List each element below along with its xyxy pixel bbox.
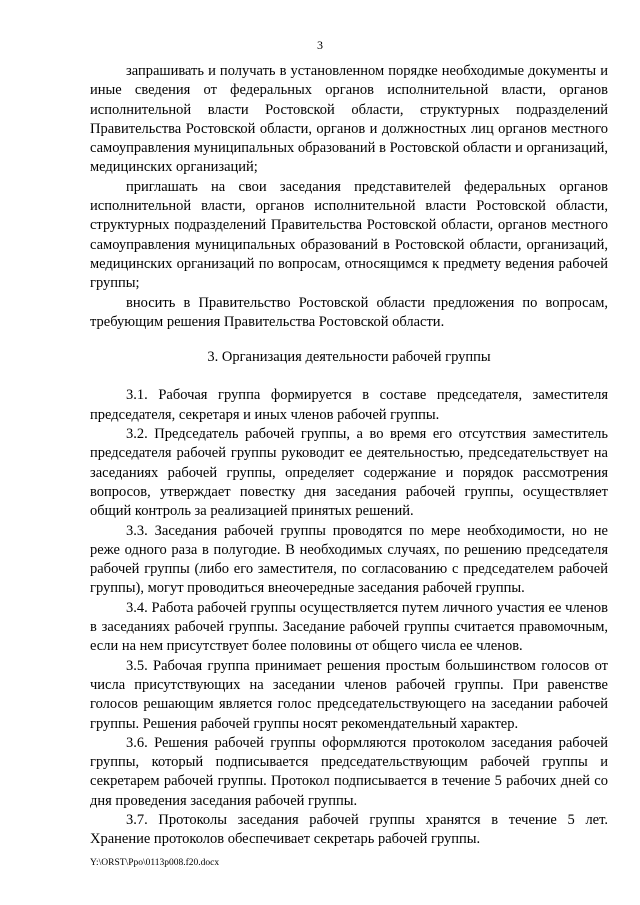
- paragraph-submit-proposals: вносить в Правительство Ростовской области предложения по вопросам, требующим решения Правительства Ростовской области.: [90, 294, 608, 330]
- page-number: 3: [317, 38, 323, 52]
- paragraph-request-documents: запрашивать и получать в установленном порядке необходимые документы и иные сведения от федеральных органов исполнительной власти, органов исполнительной власти Ростовской области, структурных подразделений Правительства Ростовской области, органов и должностных лиц органов местного самоуправления муниципальных образований в Ростовской области и организаций, медицинских организаций;: [90, 63, 608, 176]
- paragraph-3-3: 3.3. Заседания рабочей группы проводятся по мере необходимости, но не реже одного раза в полугодие. В необходимых случаях, по решению председателя рабочей группы (либо его заместителя, по согласованию с председателем рабочей группы), могут проводиться внеочередные заседания рабочей группы.: [90, 522, 608, 597]
- paragraph-3-1: 3.1. Рабочая группа формируется в составе председателя, заместителя председателя, секретаря и иных членов рабочей группы.: [90, 387, 608, 423]
- paragraph-3-5: 3.5. Рабочая группа принимает решения простым большинством голосов от числа присутствующих на заседании членов рабочей группы. При равенстве голосов решающим является голос председательствующего на заседании рабочей группы. Решения рабочей группы носят рекомендательный характер.: [90, 657, 608, 732]
- paragraph-3-2: 3.2. Председатель рабочей группы, а во время его отсутствия заместитель председателя рабочей группы руководит ее деятельностью, председательствует на заседаниях рабочей группы, определяет содержание и порядок рассмотрения вопросов, утверждает повестку дня заседания рабочей группы, осуществляет общий контроль за реализацией принятых решений.: [90, 426, 608, 520]
- paragraph-3-7: 3.7. Протоколы заседания рабочей группы хранятся в течение 5 лет. Хранение протоколов обеспечивает секретарь рабочей группы.: [90, 811, 608, 848]
- document-body: [90, 62, 608, 850]
- section-title: 3. Организация деятельности рабочей группы: [207, 349, 491, 366]
- footer-file-path: Y:\ORST\Ppo\0113p008.f20.docx: [90, 858, 220, 868]
- paragraph-3-6: 3.6. Решения рабочей группы оформляются протоколом заседания рабочей группы, который подписывается председательствующим рабочей группы и секретарем рабочей группы. Протокол подписывается в течение 5 рабочих дней со дня проведения заседания рабочей группы.: [90, 734, 608, 809]
- paragraph-invite-representatives: приглашать на свои заседания представителей федеральных органов исполнительной власти, органов исполнительной власти Ростовской области, структурных подразделений Правительства Ростовской области, органов местного самоуправления муниципальных образований в Ростовской области, организаций, медицинских организаций по вопросам, относящимся к предмету ведения рабочей группы;: [90, 178, 608, 292]
- paragraph-3-4: 3.4. Работа рабочей группы осуществляется путем личного участия ее членов в заседаниях рабочей группы. Заседание рабочей группы считается правомочным, если на нем присутствует более половины от общего числа ее членов.: [90, 599, 608, 655]
